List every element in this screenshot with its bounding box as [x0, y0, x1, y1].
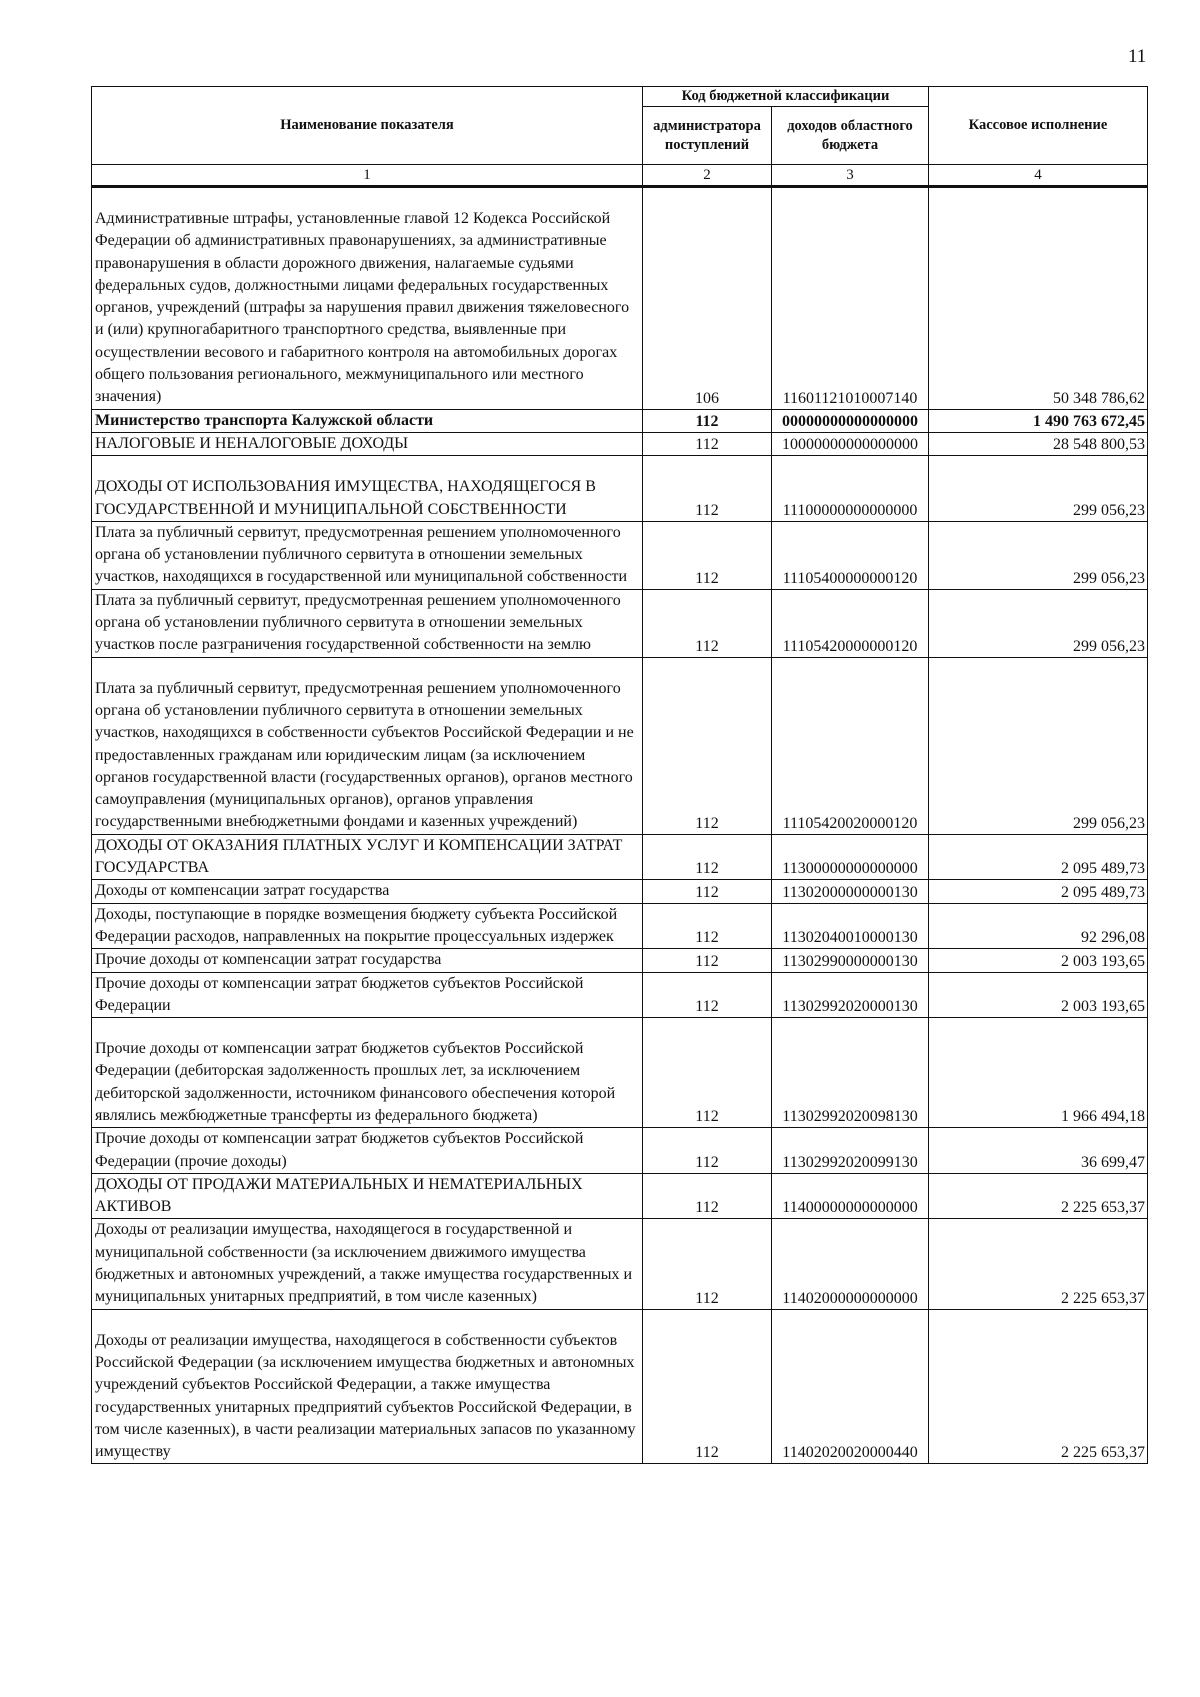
admin-code: 112 [643, 657, 772, 834]
income-code: 11402020020000440 [772, 1309, 929, 1464]
admin-code: 112 [643, 521, 772, 589]
cash-amount: 1 966 494,18 [929, 1018, 1148, 1128]
header-admin: администратора поступлений [643, 107, 772, 165]
indicator-name: ДОХОДЫ ОТ ИСПОЛЬЗОВАНИЯ ИМУЩЕСТВА, НАХОДЯЩЕГОСЯ В ГОСУДАРСТВЕННОЙ И МУНИЦИПАЛЬНОЙ СОБСТВЕННОСТИ [92, 456, 643, 522]
admin-code: 106 [643, 187, 772, 410]
income-code: 11302992020098130 [772, 1018, 929, 1128]
cash-amount: 2 003 193,65 [929, 949, 1148, 972]
income-code: 11402000000000000 [772, 1219, 929, 1309]
income-code: 11302990000000130 [772, 949, 929, 972]
cash-amount: 2 095 489,73 [929, 880, 1148, 903]
income-code: 00000000000000000 [772, 409, 929, 432]
table-row [92, 1128, 1148, 1174]
admin-code: 112 [643, 1309, 772, 1464]
income-code: 11105400000000120 [772, 521, 929, 589]
income-code: 11105420020000120 [772, 657, 929, 834]
page-number: 11 [1128, 46, 1147, 67]
cash-amount: 2 003 193,65 [929, 972, 1148, 1018]
income-code: 11105420000000120 [772, 589, 929, 657]
table-row [92, 1309, 1148, 1464]
table-row [92, 657, 1148, 834]
table-row [92, 880, 1148, 903]
income-code: 11302040010000130 [772, 903, 929, 949]
admin-code: 112 [643, 1128, 772, 1174]
income-code: 11100000000000000 [772, 456, 929, 522]
indicator-name: Доходы от реализации имущества, находящегося в собственности субъектов Российской Федерации (за исключением имущества бюджетных и автономных учреждений субъектов Российской Федерации, а также имущества государственных унитарных предприятий субъектов Российской Федерации, в том числе казенных), в части реализации материальных запасов по указанному имуществу [92, 1309, 643, 1464]
admin-code: 112 [643, 456, 772, 522]
indicator-name: НАЛОГОВЫЕ И НЕНАЛОГОВЫЕ ДОХОДЫ [92, 432, 643, 455]
admin-code: 112 [643, 409, 772, 432]
cash-amount: 36 699,47 [929, 1128, 1148, 1174]
table-row [92, 409, 1148, 432]
indicator-name: Доходы от реализации имущества, находящегося в государственной и муниципальной собственности (за исключением движимого имущества бюджетных и автономных учреждений, а также имущества государственных и муниципальных унитарных предприятий, в том числе казенных) [92, 1219, 643, 1309]
cash-amount: 2 225 653,37 [929, 1173, 1148, 1219]
admin-code: 112 [643, 1219, 772, 1309]
cash-amount: 1 490 763 672,45 [929, 409, 1148, 432]
indicator-name: Прочие доходы от компенсации затрат бюджетов субъектов Российской Федерации (дебиторская задолженность прошлых лет, за исключением дебиторской задолженности, источником финансового обеспечения которой являлись межбюджетные трансферты из федерального бюджета) [92, 1018, 643, 1128]
budget-table [91, 86, 1148, 1464]
header-budget-code: Код бюджетной классификации [643, 87, 929, 107]
indicator-name: Плата за публичный сервитут, предусмотренная решением уполномоченного органа об установлении публичного сервитута в отношении земельных участков, находящихся в государственной или муниципальной собственности [92, 521, 643, 589]
indicator-name: Доходы, поступающие в порядке возмещения бюджету субъекта Российской Федерации расходов, направленных на покрытие процессуальных издержек [92, 903, 643, 949]
indicator-name: ДОХОДЫ ОТ ОКАЗАНИЯ ПЛАТНЫХ УСЛУГ И КОМПЕНСАЦИИ ЗАТРАТ ГОСУДАРСТВА [92, 834, 643, 880]
admin-code: 112 [643, 949, 772, 972]
admin-code: 112 [643, 972, 772, 1018]
admin-code: 112 [643, 432, 772, 455]
header-cash-execution: Кассовое исполнение [929, 87, 1148, 165]
admin-code: 112 [643, 880, 772, 903]
admin-code: 112 [643, 903, 772, 949]
cash-amount: 92 296,08 [929, 903, 1148, 949]
table-row [92, 949, 1148, 972]
indicator-name: Министерство транспорта Калужской области [92, 409, 643, 432]
table-row [92, 1173, 1148, 1219]
table-row [92, 456, 1148, 522]
indicator-name: Административные штрафы, установленные главой 12 Кодекса Российской Федерации об административных правонарушениях, за административные правонарушения в области дорожного движения, налагаемые судьями федеральных судов, должностными лицами федеральных государственных органов, учреждений (штрафы за нарушения правил движения тяжеловесного и (или) крупногабаритного транспортного средства, выявленные при осуществлении весового и габаритного контроля на автомобильных дорогах общего пользования регионального, межмуниципального или местного значения) [92, 187, 643, 410]
admin-code: 112 [643, 1018, 772, 1128]
table-row [92, 1219, 1148, 1309]
indicator-name: Плата за публичный сервитут, предусмотренная решением уполномоченного органа об установлении публичного сервитута в отношении земельных участков после разграничения государственной собственности на землю [92, 589, 643, 657]
cash-amount: 50 348 786,62 [929, 187, 1148, 410]
admin-code: 112 [643, 1173, 772, 1219]
income-code: 10000000000000000 [772, 432, 929, 455]
table-row [92, 972, 1148, 1018]
indicator-name: Прочие доходы от компенсации затрат государства [92, 949, 643, 972]
header-name: Наименование показателя [92, 87, 643, 165]
table-row [92, 903, 1148, 949]
table-row [92, 187, 1148, 410]
header-income: доходов областного бюджета [772, 107, 929, 165]
table-row [92, 589, 1148, 657]
cash-amount: 299 056,23 [929, 657, 1148, 834]
income-code: 11302992020099130 [772, 1128, 929, 1174]
cash-amount: 28 548 800,53 [929, 432, 1148, 455]
income-code: 11400000000000000 [772, 1173, 929, 1219]
admin-code: 112 [643, 589, 772, 657]
table-row [92, 1018, 1148, 1128]
column-number: 1 [92, 165, 643, 187]
cash-amount: 2 225 653,37 [929, 1309, 1148, 1464]
column-number: 3 [772, 165, 929, 187]
income-code: 11302992020000130 [772, 972, 929, 1018]
indicator-name: ДОХОДЫ ОТ ПРОДАЖИ МАТЕРИАЛЬНЫХ И НЕМАТЕРИАЛЬНЫХ АКТИВОВ [92, 1173, 643, 1219]
income-code: 11302000000000130 [772, 880, 929, 903]
table-row [92, 834, 1148, 880]
column-number: 2 [643, 165, 772, 187]
income-code: 11300000000000000 [772, 834, 929, 880]
cash-amount: 2 225 653,37 [929, 1219, 1148, 1309]
indicator-name: Прочие доходы от компенсации затрат бюджетов субъектов Российской Федерации (прочие доходы) [92, 1128, 643, 1174]
admin-code: 112 [643, 834, 772, 880]
column-number: 4 [929, 165, 1148, 187]
cash-amount: 299 056,23 [929, 456, 1148, 522]
indicator-name: Плата за публичный сервитут, предусмотренная решением уполномоченного органа об установлении публичного сервитута в отношении земельных участков, находящихся в собственности субъектов Российской Федерации и не предоставленных гражданам или юридическим лицам (за исключением органов государственной власти (государственных органов), органов местного самоуправления (муниципальных органов), органов управления государственными внебюджетными фондами и казенных учреждений) [92, 657, 643, 834]
cash-amount: 2 095 489,73 [929, 834, 1148, 880]
cash-amount: 299 056,23 [929, 521, 1148, 589]
indicator-name: Доходы от компенсации затрат государства [92, 880, 643, 903]
indicator-name: Прочие доходы от компенсации затрат бюджетов субъектов Российской Федерации [92, 972, 643, 1018]
cash-amount: 299 056,23 [929, 589, 1148, 657]
table-row [92, 432, 1148, 455]
income-code: 11601121010007140 [772, 187, 929, 410]
table-row [92, 521, 1148, 589]
